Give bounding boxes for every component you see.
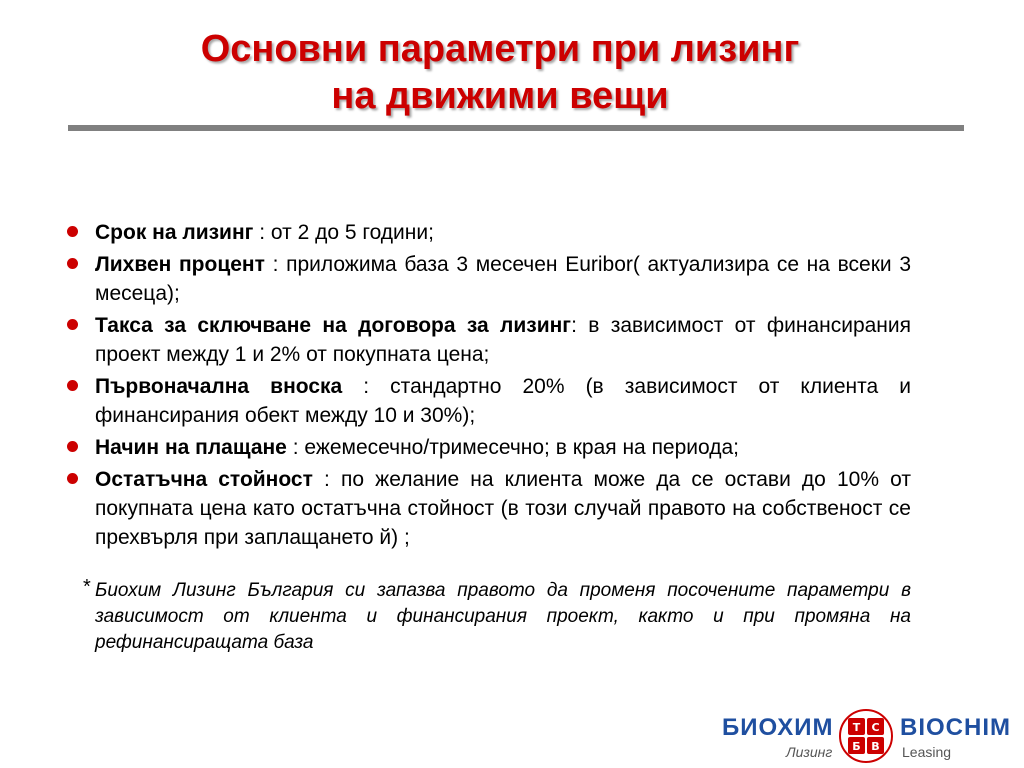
bullet-residual-value (60, 465, 911, 552)
bullet-term: Срок на лизинг (95, 221, 254, 244)
bullet-payment-method (60, 433, 911, 462)
bullet-term: Начин на плащане (95, 436, 287, 459)
svg-text:С: С (871, 721, 880, 734)
bullet-lease-term (60, 218, 911, 247)
bullet-down-payment (60, 372, 911, 430)
svg-text:Б: Б (852, 740, 861, 753)
svg-text:Т: Т (852, 721, 861, 734)
bullet-contract-fee (60, 311, 911, 369)
logo-latin-name: BIOCHIM (900, 714, 1011, 741)
bullet-text: : приложима база 3 месечен Euribor( актуализира се на всеки 3 месеца); (95, 253, 912, 305)
bullet-text: : от 2 до 5 години; (253, 221, 434, 244)
slide-title-line-1: Основни параметри при лизинг (200, 28, 800, 70)
bullet-term: Първоначална вноска (95, 375, 343, 398)
bullet-text: : стандартно 20% (в зависимост от клиента и финансирания обект между 10 и 30%); (95, 375, 911, 427)
bullet-text: : в зависимост от финансирания проект между 1 и 2% от покупната цена; (95, 314, 912, 366)
bullet-term: Лихвен процент (95, 253, 265, 276)
logo-cyrillic-name: БИОХИМ (722, 714, 834, 741)
slide-title (0, 26, 1000, 120)
bullet-dot-icon (67, 258, 78, 269)
footnote-text: Биохим Лизинг България си запазва правото да променя посочените параметри в зависимост от клиента и финансирания проект, както и при промяна на рефинансиращата база (95, 580, 911, 653)
bullet-term: Остатъчна стойност (95, 468, 313, 491)
bullet-dot-icon (67, 473, 78, 484)
logo-cyrillic-subtitle: Лизинг (786, 744, 833, 760)
footnote-marker: * (83, 576, 91, 598)
logo-latin-subtitle: Leasing (902, 744, 952, 760)
bullet-dot-icon (67, 380, 78, 391)
bullet-dot-icon (67, 319, 78, 330)
logo-mark-icon (838, 708, 894, 764)
bullet-text: : ежемесечно/тримесечно; в края на периода; (286, 436, 740, 459)
footnote (83, 576, 911, 656)
bullet-dot-icon (67, 226, 78, 237)
bullet-term: Такса за сключване на договора за лизинг (95, 314, 572, 337)
svg-text:В: В (871, 740, 880, 753)
bullet-interest-rate (60, 250, 911, 308)
bullet-dot-icon (67, 441, 78, 452)
bullet-text: : по желание на клиента може да се остави до 10% от покупната цена като остатъчна стойност (в този случай правото на собственост се прехвърля при заплащането й) ; (95, 468, 911, 549)
parameters-list (60, 218, 911, 555)
biochim-leasing-logo (722, 708, 1011, 764)
slide-title-line-2: на движими вещи (331, 75, 669, 117)
title-divider (68, 125, 964, 131)
